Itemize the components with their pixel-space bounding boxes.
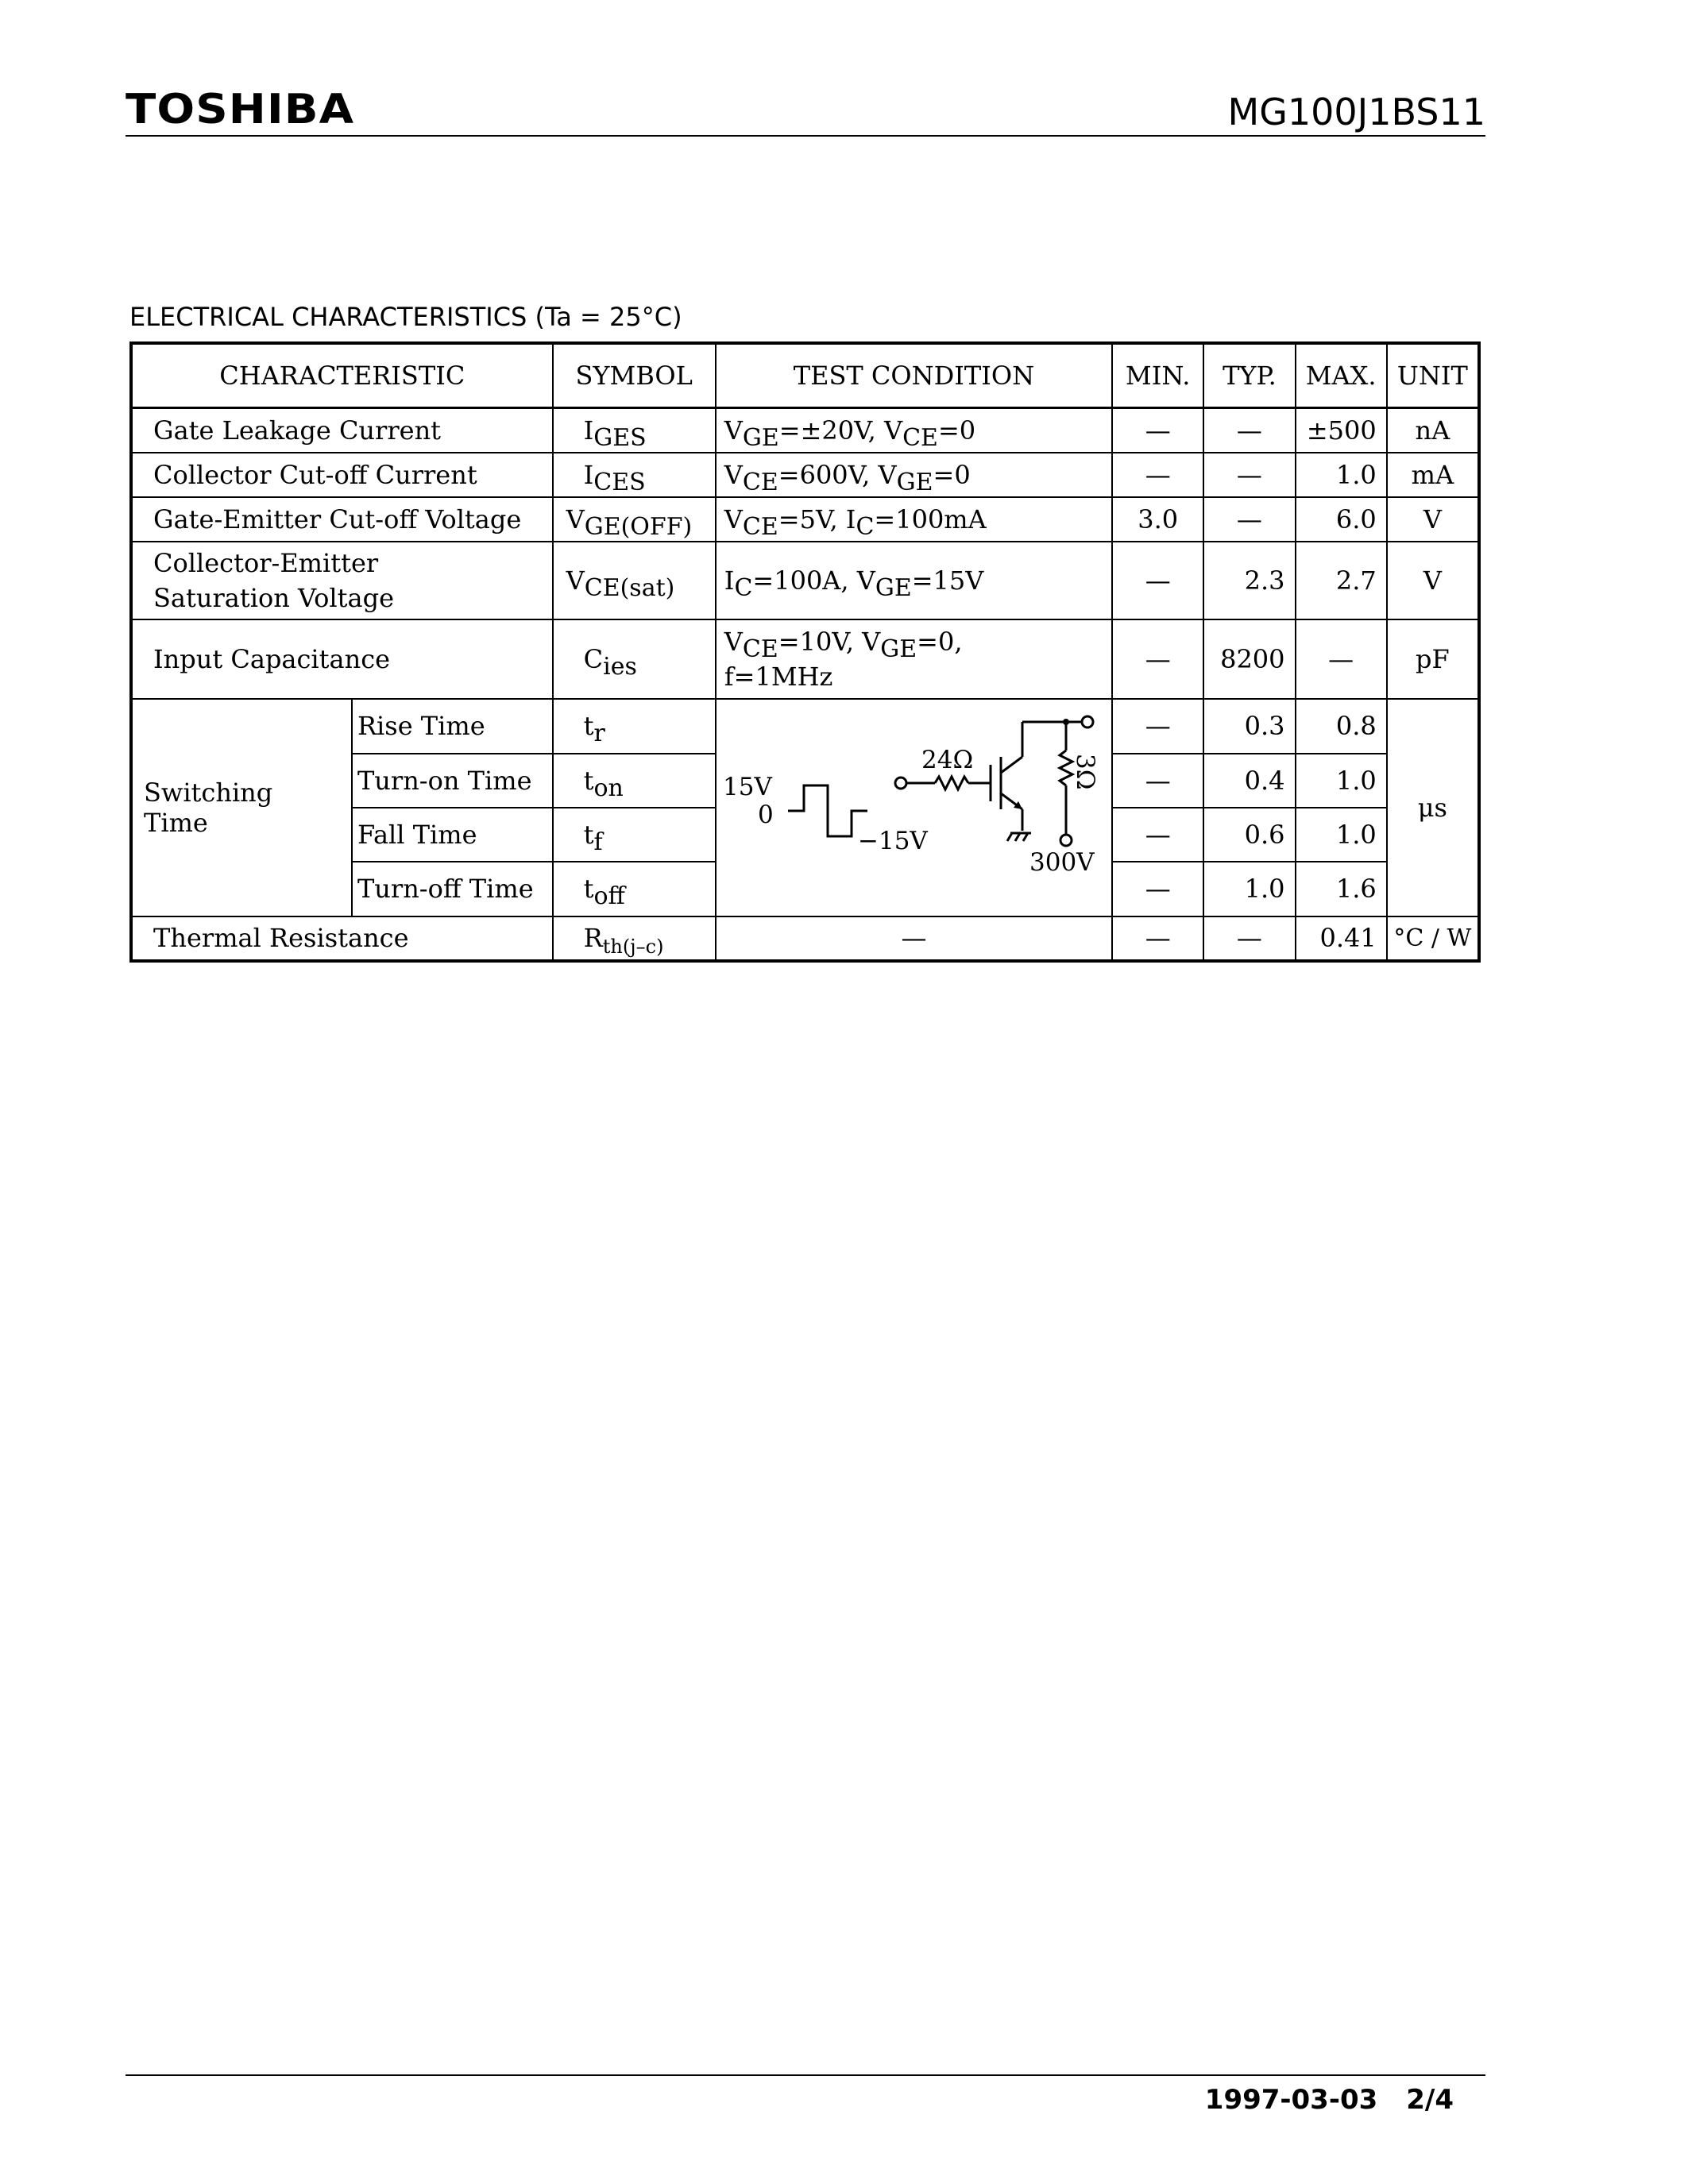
footer-date: 1997-03-03 [1204, 2084, 1378, 2116]
typ-cell: 1.0 [1203, 862, 1295, 916]
unit-cell: °C / W [1387, 916, 1479, 961]
typ-cell: — [1203, 453, 1295, 497]
pulse-high-label: 15V [722, 772, 772, 801]
max-cell: ±500 [1296, 408, 1387, 453]
min-cell: — [1112, 408, 1203, 453]
table-row [131, 497, 1479, 542]
switching-time-label: Switching Time [131, 699, 352, 916]
min-cell: — [1112, 808, 1203, 862]
unit-cell: pF [1387, 619, 1479, 699]
section-title: ELECTRICAL CHARACTERISTICS (Ta = 25°C) [129, 302, 682, 332]
typ-cell: — [1203, 408, 1295, 453]
switching-test-circuit [716, 699, 1112, 916]
max-cell: 1.0 [1296, 808, 1387, 862]
load-resistor-label: 3Ω [1070, 753, 1099, 789]
typ-cell: 8200 [1203, 619, 1295, 699]
min-cell: — [1112, 754, 1203, 808]
footer-page: 2/4 [1406, 2084, 1454, 2116]
unit-cell: V [1387, 497, 1479, 542]
symbol-cell: $R_{th(j-c)}$ [553, 916, 716, 961]
footer [1205, 2084, 1454, 2116]
brand-logo: TOSHIBA [126, 86, 355, 133]
symbol-cell: $I_{GES}$ [553, 408, 716, 453]
symbol-cell: $V_{GE(OFF)}$ [553, 497, 716, 542]
characteristic-cell: Input Capacitance [131, 619, 553, 699]
condition-cell: $V_{GE}=\pm 20V$, $V_{CE}=0$ [716, 408, 1112, 453]
pulse-zero-label: 0 [757, 800, 774, 829]
max-cell: 2.7 [1296, 542, 1387, 619]
typ-cell: 2.3 [1203, 542, 1295, 619]
switching-item-label: Turn-off Time [352, 862, 553, 916]
supply-terminal [1060, 835, 1072, 846]
electrical-characteristics-table [129, 341, 1481, 963]
gate-resistor-label: 24Ω [921, 745, 973, 774]
typ-cell: 0.6 [1203, 808, 1295, 862]
max-cell: 6.0 [1296, 497, 1387, 542]
header-unit: UNIT [1387, 343, 1479, 408]
table-row [131, 916, 1479, 961]
min-cell: — [1112, 542, 1203, 619]
switching-item-label: Rise Time [352, 699, 553, 754]
switching-item-label: Fall Time [352, 808, 553, 862]
test-circuit-diagram [717, 700, 1109, 909]
max-cell: 1.0 [1296, 453, 1387, 497]
symbol-cell: $V_{CE(sat)}$ [553, 542, 716, 619]
max-cell: — [1296, 619, 1387, 699]
gate-resistor-symbol [935, 777, 968, 789]
max-cell: 0.8 [1296, 699, 1387, 754]
min-cell: — [1112, 916, 1203, 961]
min-cell: 3.0 [1112, 497, 1203, 542]
characteristic-cell: Collector-Emitter Saturation Voltage [131, 542, 553, 619]
max-cell: 1.0 [1296, 754, 1387, 808]
characteristic-cell: Collector Cut-off Current [131, 453, 553, 497]
table-header-row [131, 343, 1479, 408]
header-rule [126, 135, 1485, 137]
header-test-condition: TEST CONDITION [716, 343, 1112, 408]
symbol-cell: $I_{CES}$ [553, 453, 716, 497]
table-row [131, 619, 1479, 699]
input-terminal [895, 778, 906, 789]
table-row [131, 408, 1479, 453]
symbol-cell: $C_{ies}$ [553, 619, 716, 699]
output-terminal [1082, 716, 1093, 727]
unit-cell: nA [1387, 408, 1479, 453]
typ-cell: 0.3 [1203, 699, 1295, 754]
header-characteristic: CHARACTERISTIC [131, 343, 553, 408]
characteristic-cell: Gate Leakage Current [131, 408, 553, 453]
characteristic-cell: Gate-Emitter Cut-off Voltage [131, 497, 553, 542]
condition-cell: $V_{CE}=600V$, $V_{GE}=0$ [716, 453, 1112, 497]
part-number: MG100J1BS11 [1227, 91, 1485, 133]
typ-cell: 0.4 [1203, 754, 1295, 808]
typ-cell: — [1203, 916, 1295, 961]
condition-cell: — [716, 916, 1112, 961]
table-row [131, 453, 1479, 497]
header-min: MIN. [1112, 343, 1203, 408]
min-cell: — [1112, 619, 1203, 699]
min-cell: — [1112, 699, 1203, 754]
switching-item-label: Turn-on Time [352, 754, 553, 808]
max-cell: 0.41 [1296, 916, 1387, 961]
symbol-cell: $t_r$ [553, 699, 716, 754]
symbol-cell: $t_{on}$ [553, 754, 716, 808]
typ-cell: — [1203, 497, 1295, 542]
symbol-cell: $t_f$ [553, 808, 716, 862]
footer-rule [126, 2074, 1485, 2076]
unit-cell: V [1387, 542, 1479, 619]
unit-cell: μs [1387, 699, 1479, 916]
pulse-low-label: −15V [857, 826, 928, 855]
min-cell: — [1112, 862, 1203, 916]
header-symbol: SYMBOL [553, 343, 716, 408]
header-typ: TYP. [1203, 343, 1295, 408]
condition-cell: $V_{CE}=10V$, $V_{GE}=0$, f=1MHz [716, 619, 1112, 699]
unit-cell: mA [1387, 453, 1479, 497]
input-pulse-waveform [788, 785, 867, 836]
condition-cell: $I_C=100A$, $V_{GE}=15V$ [716, 542, 1112, 619]
min-cell: — [1112, 453, 1203, 497]
header-max: MAX. [1296, 343, 1387, 408]
symbol-cell: $t_{off}$ [553, 862, 716, 916]
table-row [131, 699, 1479, 754]
supply-voltage-label: 300V [1029, 847, 1095, 877]
characteristic-cell: Thermal Resistance [131, 916, 553, 961]
condition-cell: $V_{CE}=5V$, $I_C=100mA$ [716, 497, 1112, 542]
max-cell: 1.6 [1296, 862, 1387, 916]
load-resistor-symbol [1060, 751, 1072, 785]
table-row [131, 542, 1479, 619]
